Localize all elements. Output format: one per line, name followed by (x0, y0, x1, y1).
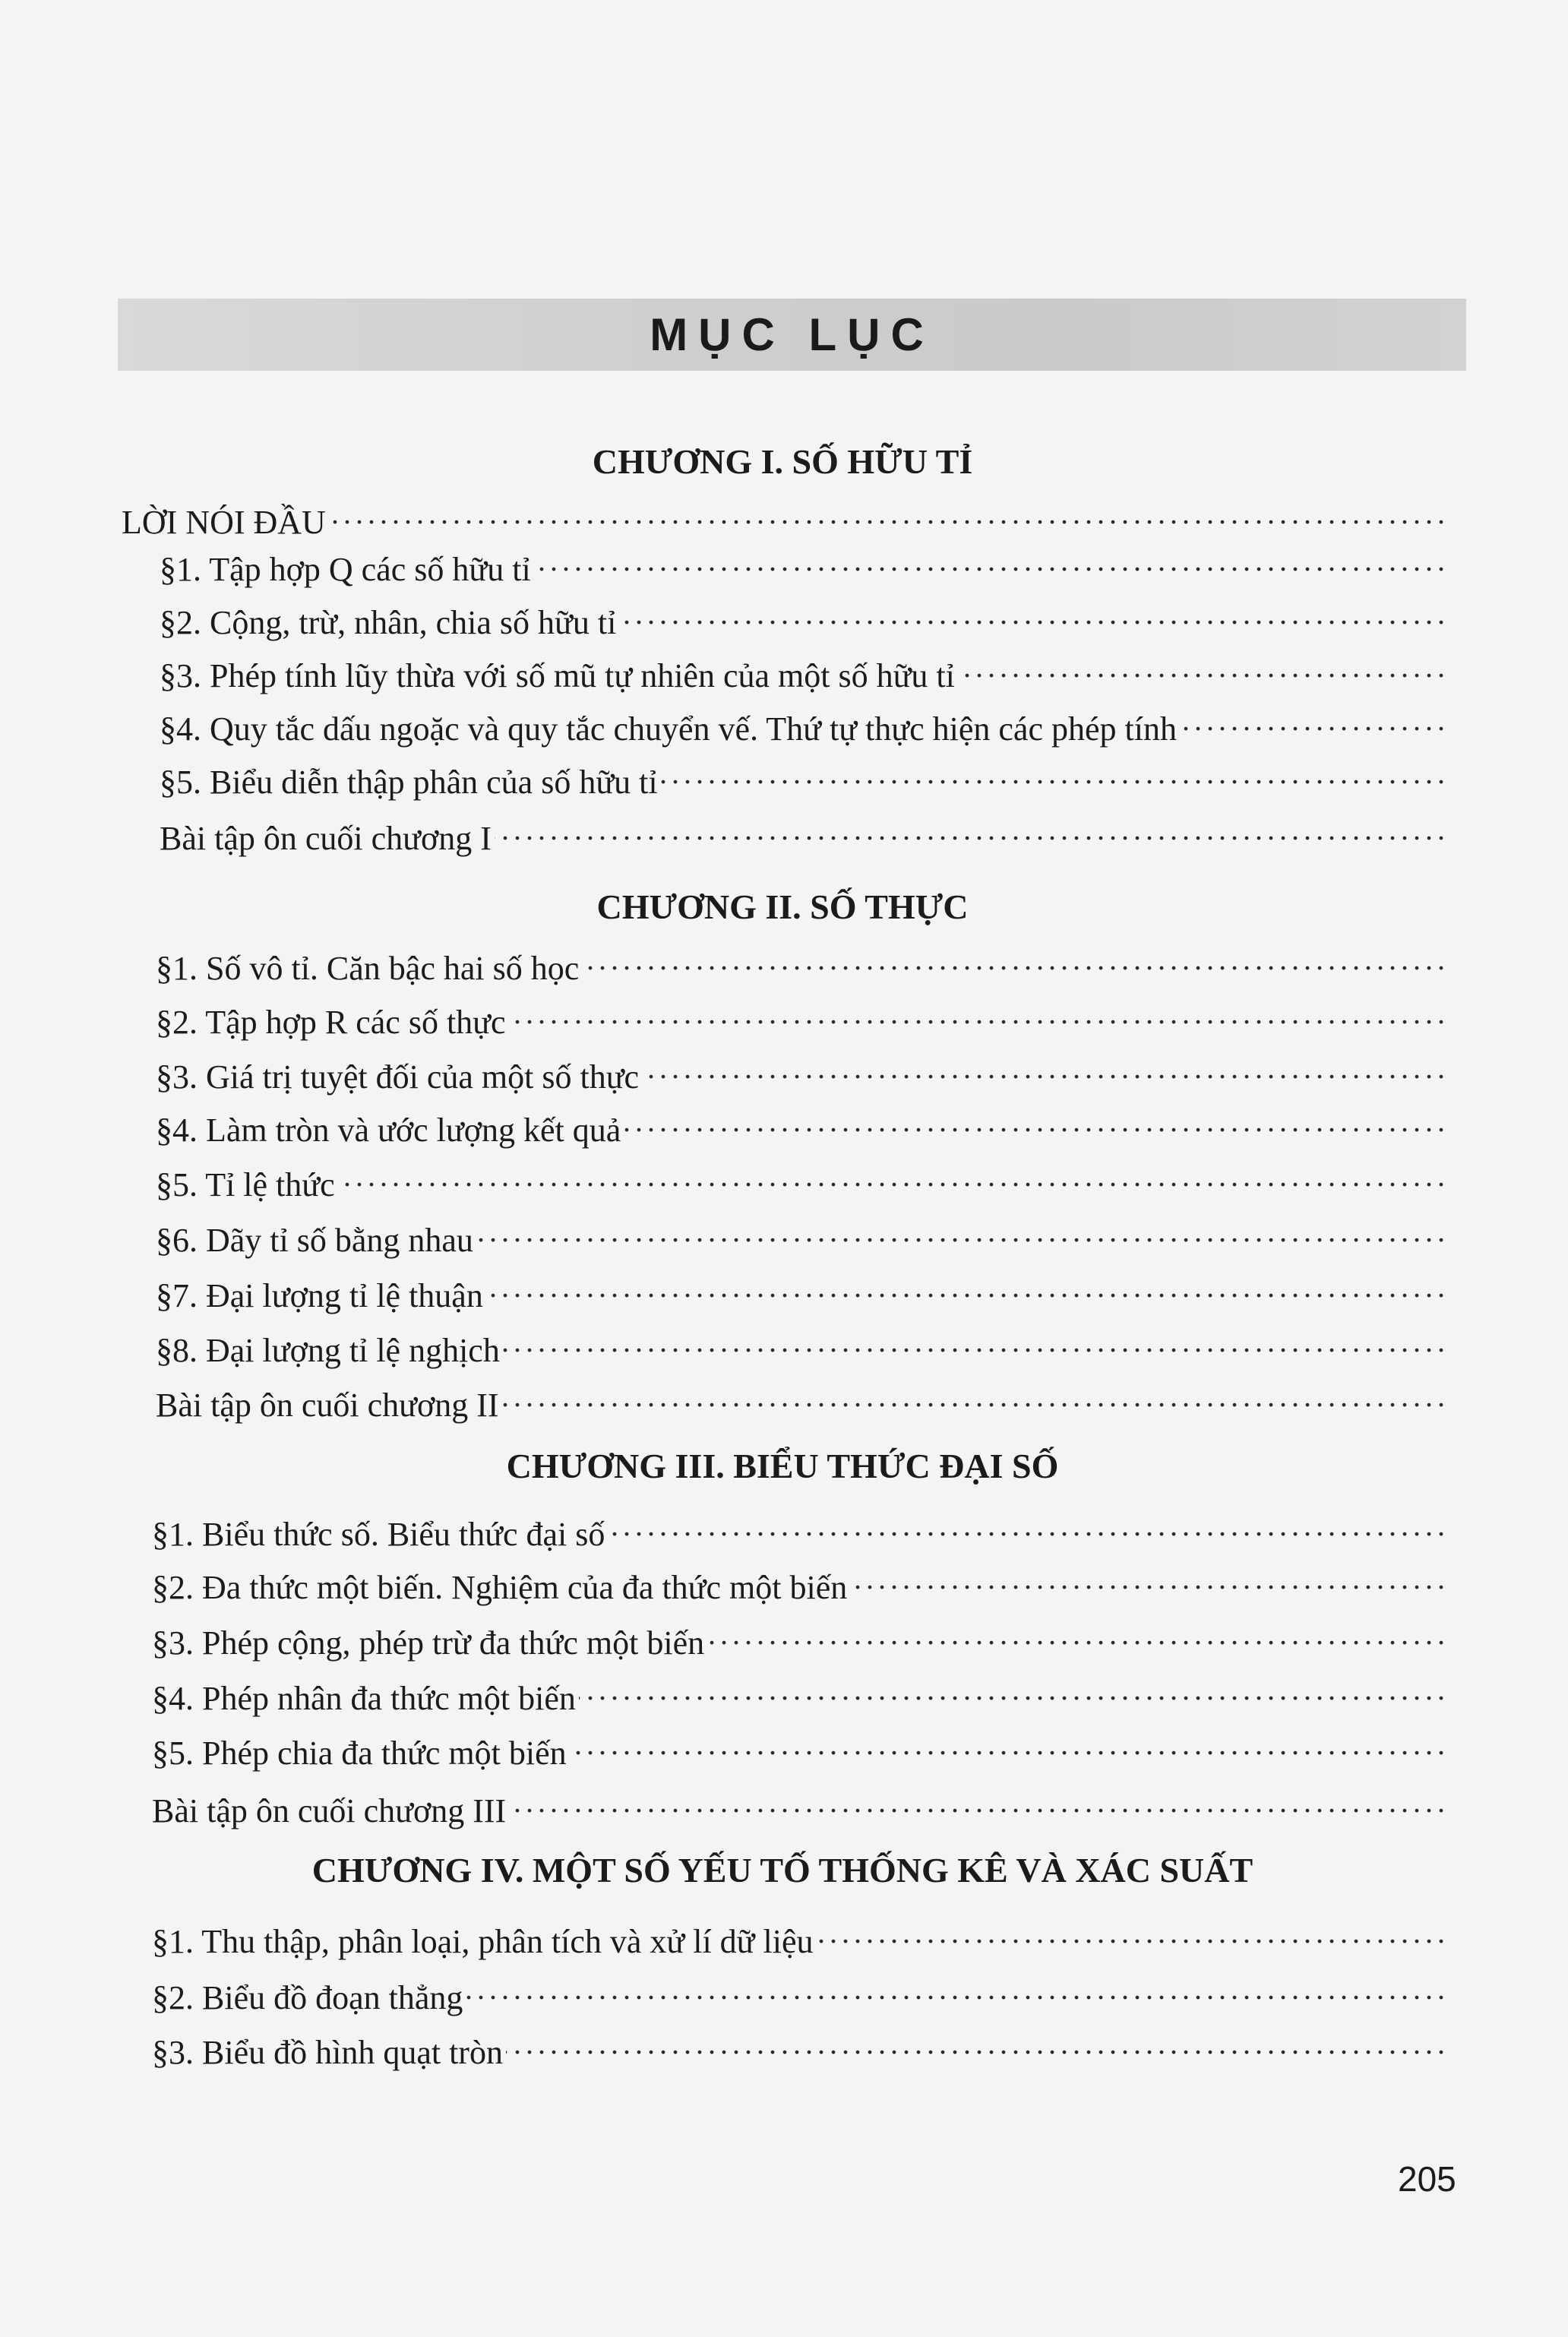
dot-leader (329, 494, 1443, 533)
dot-leader (1180, 700, 1443, 740)
toc-entry (152, 2024, 1443, 2074)
chapter-heading: CHƯƠNG II. SỐ THỰC (596, 887, 969, 926)
dot-leader (619, 594, 1443, 634)
toc-entry (152, 1559, 1443, 1609)
toc-entry (152, 1670, 1443, 1720)
dot-leader (661, 754, 1443, 793)
toc-entry (152, 1506, 1443, 1556)
dot-leader (486, 1267, 1443, 1307)
toc-entry-label: §5. Biểu diễn thập phân của số hữu tỉ (160, 764, 658, 801)
toc-entry-label: §2. Đa thức một biến. Nghiệm của đa thức một biến (152, 1569, 848, 1606)
dot-leader (608, 1506, 1443, 1545)
toc-entry (160, 810, 1443, 860)
toc-entry (160, 541, 1443, 591)
toc-entry-label: §8. Đại lượng tỉ lệ nghịch (156, 1332, 500, 1369)
toc-entry-label: §3. Giá trị tuyệt đối của một số thực (156, 1058, 640, 1096)
dot-leader (570, 1725, 1443, 1764)
dot-leader (506, 2024, 1443, 2063)
toc-entry (156, 1212, 1443, 1262)
toc-entry (152, 1913, 1443, 1963)
dot-leader (466, 1969, 1443, 2009)
dot-leader (850, 1559, 1443, 1599)
toc-entry (156, 1102, 1443, 1152)
toc-entry (156, 1048, 1443, 1099)
dot-leader (509, 1782, 1443, 1822)
dot-leader (958, 647, 1443, 687)
dot-leader (338, 1156, 1443, 1196)
dot-leader (817, 1913, 1443, 1953)
dot-leader (503, 1322, 1443, 1361)
dot-leader (579, 1670, 1443, 1709)
toc-entry-label: §4. Phép nhân đa thức một biến (152, 1680, 576, 1717)
toc-entry-label: LỜI NÓI ĐẦU (122, 504, 326, 541)
toc-entry-label: §3. Phép cộng, phép trừ đa thức một biến (152, 1624, 705, 1662)
toc-entry-label: §2. Cộng, trừ, nhân, chia số hữu tỉ (160, 604, 617, 641)
toc-entry (160, 700, 1443, 751)
toc-entry-label: §1. Biểu thức số. Biểu thức đại số (152, 1516, 605, 1553)
toc-entry-label: §6. Dãy tỉ số bằng nhau (156, 1222, 473, 1259)
toc-entry-label: §5. Phép chia đa thức một biến (152, 1735, 567, 1772)
toc-entry-label: §1. Tập hợp Q các số hữu tỉ (160, 551, 531, 588)
toc-entry (156, 994, 1443, 1044)
page-number: 205 (1398, 2159, 1456, 2199)
dot-leader (495, 810, 1443, 849)
toc-entry-label: §4. Quy tắc dấu ngoặc và quy tắc chuyển vế. Thứ tự thực hiện các phép tính (160, 710, 1177, 748)
toc-entry-label: §3. Biểu đồ hình quạt tròn (152, 2034, 503, 2071)
chapter-heading: CHƯƠNG III. BIỂU THỨC ĐẠI SỐ (506, 1447, 1059, 1485)
toc-entry-label: Bài tập ôn cuối chương II (156, 1387, 499, 1424)
dot-leader (707, 1614, 1443, 1654)
dot-leader (502, 1377, 1443, 1416)
toc-entry (156, 940, 1443, 990)
chapter-heading: CHƯƠNG I. SỐ HỮU TỈ (592, 442, 973, 481)
title-banner (118, 299, 1466, 371)
dot-leader (582, 940, 1443, 979)
page-title: MỤC LỤC (650, 309, 934, 360)
dot-leader (509, 994, 1443, 1033)
toc-entry (122, 494, 1443, 544)
toc-entry (152, 1782, 1443, 1833)
toc-entry (156, 1267, 1443, 1317)
toc-entry-label: §3. Phép tính lũy thừa với số mũ tự nhiên của một số hữu tỉ (160, 657, 955, 694)
dot-leader (624, 1102, 1443, 1141)
toc-entry-label: §2. Biểu đồ đoạn thẳng (152, 1979, 463, 2016)
toc-entry (152, 1969, 1443, 2019)
toc-entry (160, 647, 1443, 697)
toc-entry-label: Bài tập ôn cuối chương I (160, 820, 492, 857)
toc-entry-label: Bài tập ôn cuối chương III (152, 1792, 507, 1829)
toc-entry (160, 594, 1443, 644)
toc-entry-label: §2. Tập hợp R các số thực (156, 1004, 506, 1041)
toc-entry (152, 1725, 1443, 1775)
toc-entry-label: §4. Làm tròn và ước lượng kết quả (156, 1112, 621, 1149)
toc-entry-label: §5. Tỉ lệ thức (156, 1166, 335, 1203)
toc-entry (156, 1156, 1443, 1206)
toc-entry (152, 1614, 1443, 1665)
chapter-heading: CHƯƠNG IV. MỘT SỐ YẾU TỐ THỐNG KÊ VÀ XÁC SUẤT (311, 1851, 1253, 1890)
toc-entry (156, 1322, 1443, 1372)
dot-leader (476, 1212, 1443, 1251)
dot-leader (534, 541, 1443, 580)
toc-entry-label: §7. Đại lượng tỉ lệ thuận (156, 1277, 483, 1314)
toc-entry-label: §1. Thu thập, phân loại, phân tích và xử lí dữ liệu (152, 1923, 814, 1960)
toc-entry-label: §1. Số vô tỉ. Căn bậc hai số học (156, 950, 580, 987)
toc-entry (160, 754, 1443, 804)
dot-leader (642, 1048, 1443, 1088)
toc-entry (156, 1377, 1443, 1427)
